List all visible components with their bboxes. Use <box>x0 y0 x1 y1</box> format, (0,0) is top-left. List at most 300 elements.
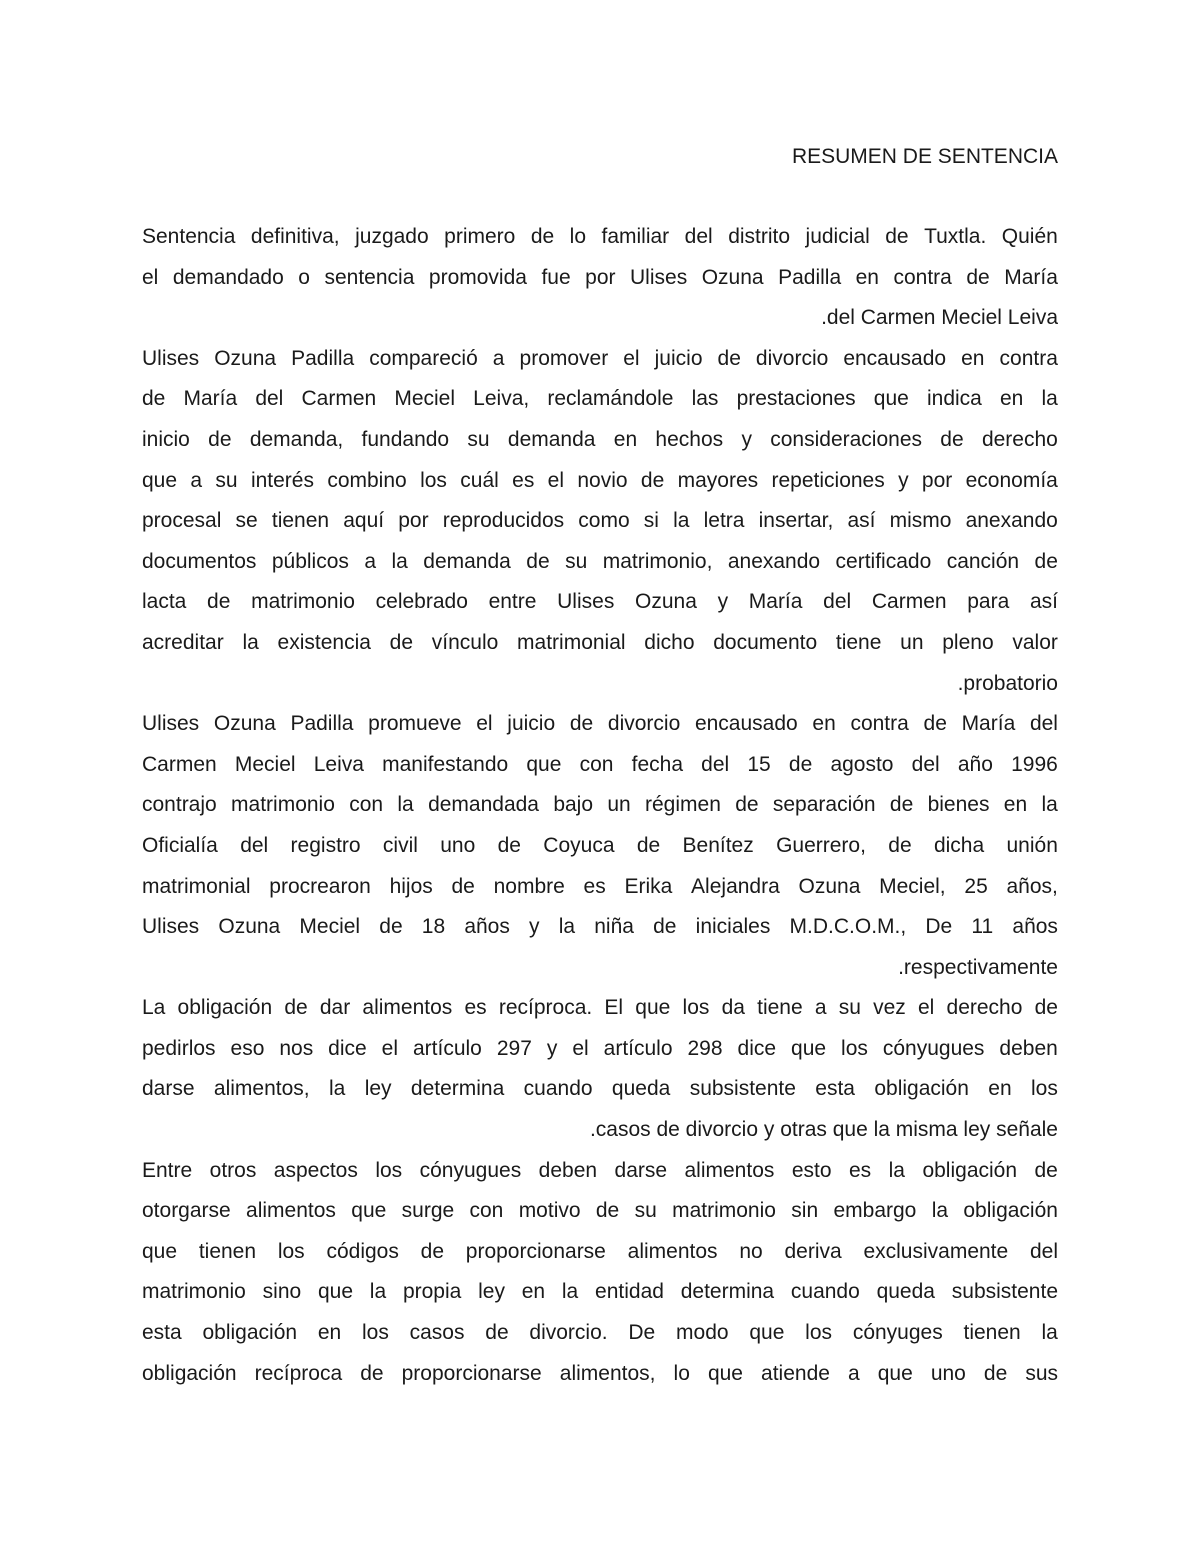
word: así <box>847 509 876 533</box>
word: indica <box>926 387 982 411</box>
word: Padilla <box>778 265 842 289</box>
word: Meciel <box>394 387 456 411</box>
word: canción <box>946 549 1020 573</box>
word: esta <box>815 1077 855 1101</box>
word: propia <box>402 1280 462 1304</box>
word: de <box>1034 549 1058 573</box>
word: registro <box>290 833 361 857</box>
word: años <box>1012 915 1058 939</box>
word: y <box>898 468 909 492</box>
word: su <box>215 468 238 492</box>
word: María <box>748 590 803 614</box>
word: Oficialía <box>142 833 218 857</box>
word: obligación <box>922 1158 1018 1182</box>
word: hechos <box>655 427 724 451</box>
word: alimentos, <box>559 1361 656 1385</box>
word: matrimonio <box>672 1199 776 1223</box>
word: tiene <box>757 996 803 1020</box>
word: que <box>635 996 671 1020</box>
word: de <box>966 265 990 289</box>
word: la <box>391 549 408 573</box>
word: María <box>183 387 238 411</box>
word: anexando <box>965 509 1058 533</box>
word: en <box>988 1077 1012 1101</box>
word: que <box>317 1280 354 1304</box>
word: que <box>707 1361 743 1385</box>
word: Alejandra <box>691 874 780 898</box>
text-line <box>142 1029 1058 1070</box>
word: de <box>1034 1158 1058 1182</box>
word: bienes <box>927 793 990 817</box>
word: entre <box>488 590 537 614</box>
word: juzgado <box>355 225 429 248</box>
word: darse <box>142 1077 195 1101</box>
word: separación <box>772 793 876 817</box>
word: de <box>653 915 677 939</box>
word: en <box>521 1280 546 1304</box>
word: dicho <box>644 630 695 654</box>
word: por <box>921 468 953 492</box>
word: juicio <box>654 346 703 370</box>
text-line <box>142 1191 1058 1232</box>
word: Ulises <box>142 346 200 370</box>
word: distrito <box>728 225 791 248</box>
text-line: .respectivamente <box>898 955 1058 979</box>
text-line <box>142 1313 1058 1354</box>
word: anexando <box>727 549 821 573</box>
word: cónyuges <box>852 1321 943 1345</box>
word: 297 <box>496 1036 532 1060</box>
document-body <box>142 217 1058 1394</box>
word: tienen <box>198 1239 257 1263</box>
word: los <box>361 1321 389 1345</box>
word: el <box>623 346 640 370</box>
word: alimentos <box>246 1199 336 1223</box>
word: La <box>142 996 166 1020</box>
word: de <box>284 996 308 1020</box>
text-line <box>142 379 1058 420</box>
word: con <box>469 1199 504 1223</box>
text-line <box>142 1354 1058 1395</box>
word: es <box>583 874 606 898</box>
word: hijos <box>389 874 433 898</box>
text-line: .del Carmen Meciel Leiva <box>821 306 1058 330</box>
word: unión <box>1006 833 1058 857</box>
word: que <box>142 1239 178 1263</box>
word: del <box>911 752 940 776</box>
word: de <box>451 874 475 898</box>
word: inicio <box>142 427 190 451</box>
word: El <box>604 996 624 1020</box>
word: artículo <box>603 1036 673 1060</box>
word: años, <box>1006 874 1058 898</box>
word: primero <box>444 225 516 248</box>
word: un <box>607 793 631 817</box>
word: nombre <box>493 874 565 898</box>
word: la <box>1041 387 1058 411</box>
word: otorgarse <box>142 1199 231 1223</box>
word: mayores <box>677 468 759 492</box>
word: lacta <box>142 590 187 614</box>
word: Benítez <box>682 833 754 857</box>
word: por <box>398 509 429 533</box>
word: 25 <box>964 874 988 898</box>
word: de <box>208 427 232 451</box>
word: María <box>1004 265 1058 289</box>
word: la <box>328 1077 346 1101</box>
word: de <box>379 915 403 939</box>
word: es <box>464 996 487 1020</box>
word: para <box>967 590 1010 614</box>
word: 298 <box>687 1036 723 1060</box>
word: repeticiones <box>771 468 885 492</box>
word: del <box>684 225 713 248</box>
text-line <box>142 501 1058 542</box>
word: que <box>749 1321 785 1345</box>
word: año <box>957 752 993 776</box>
word: procrearon <box>269 874 371 898</box>
word: de <box>885 225 909 248</box>
word: Ozuna <box>701 265 764 289</box>
word: determina <box>680 1280 775 1304</box>
word: aquí <box>343 509 385 533</box>
word: que <box>526 752 562 776</box>
word: que <box>351 1199 387 1223</box>
word: contrajo <box>142 793 217 817</box>
word: derecho <box>981 427 1058 451</box>
word: queda <box>876 1280 935 1304</box>
word: los <box>375 1158 403 1182</box>
word: lo <box>569 225 587 248</box>
word: procesal <box>142 509 222 533</box>
word: divorcio <box>607 712 681 736</box>
word: uno <box>930 1361 966 1385</box>
word: es <box>849 1158 872 1182</box>
word: de <box>497 833 521 857</box>
word: de <box>569 712 594 736</box>
word: atiende <box>761 1361 830 1385</box>
word: eso <box>230 1036 265 1060</box>
word: códigos <box>326 1239 399 1263</box>
word: de <box>640 468 665 492</box>
word: alimentos <box>684 1158 775 1182</box>
word: agosto <box>830 752 894 776</box>
word: consideraciones <box>770 427 922 451</box>
word: familiar <box>601 225 670 248</box>
word: novio <box>577 468 628 492</box>
word: interés <box>250 468 314 492</box>
word: 15 <box>747 752 771 776</box>
word: exclusivamente <box>863 1239 1009 1263</box>
word: artículo <box>413 1036 482 1060</box>
text-line <box>142 1151 1058 1192</box>
word: de <box>360 1361 384 1385</box>
word: Meciel, <box>879 874 946 898</box>
word: así <box>1029 590 1058 614</box>
word: del <box>1029 712 1058 736</box>
word: Erika <box>624 874 673 898</box>
word: los <box>420 468 447 492</box>
word: definitiva, <box>250 225 340 248</box>
word: de <box>889 793 914 817</box>
word: en <box>317 1321 342 1345</box>
word: o <box>298 265 310 289</box>
word: embargo <box>833 1199 917 1223</box>
word: demandada <box>428 793 539 817</box>
word: documento <box>713 630 818 654</box>
word: los <box>277 1239 305 1263</box>
word: de <box>207 590 231 614</box>
word: judicial <box>805 225 870 248</box>
word: cuando <box>790 1280 860 1304</box>
word: de <box>1034 996 1058 1020</box>
word: de <box>530 225 555 248</box>
word: matrimonial <box>517 630 626 654</box>
word: Ulises <box>142 712 200 736</box>
word: del <box>240 833 269 857</box>
word: prestaciones <box>736 387 856 411</box>
word: los <box>841 1036 868 1060</box>
word: se <box>235 509 258 533</box>
word: y <box>717 590 729 614</box>
word: los <box>1031 1077 1058 1101</box>
word: pleno <box>942 630 994 654</box>
word: proporcionarse <box>401 1361 542 1385</box>
word: economía <box>965 468 1058 492</box>
word: ley <box>364 1077 392 1101</box>
word: el <box>476 712 493 736</box>
word: públicos <box>271 549 349 573</box>
word: y <box>741 427 752 451</box>
word: manifestando <box>382 752 509 776</box>
word: años <box>464 915 510 939</box>
word: Entre <box>142 1158 193 1182</box>
word: la <box>888 1158 905 1182</box>
word: su <box>565 549 588 573</box>
word: de <box>717 346 741 370</box>
text-line <box>142 217 1058 258</box>
word: queda <box>611 1077 671 1101</box>
word: Leiva, <box>473 387 530 411</box>
word: de <box>983 1361 1008 1385</box>
word: con <box>349 793 384 817</box>
word: el <box>381 1036 399 1060</box>
word: es <box>512 468 535 492</box>
word: del <box>1029 1239 1058 1263</box>
word: Ozuna <box>218 915 281 939</box>
word: determina <box>410 1077 505 1101</box>
word: en <box>1000 387 1024 411</box>
word: Ozuna <box>214 346 277 370</box>
word: Ulises <box>557 590 615 614</box>
word: de <box>526 549 550 573</box>
word: sino <box>262 1280 302 1304</box>
word: combino <box>327 468 407 492</box>
word: deriva <box>784 1239 842 1263</box>
word: Ozuna <box>213 712 276 736</box>
word: a <box>847 1361 860 1385</box>
word: ley <box>478 1280 505 1304</box>
word: reclamándole <box>547 387 674 411</box>
word: si <box>643 509 659 533</box>
word: de <box>788 752 813 776</box>
word: como <box>578 509 630 533</box>
word: proporcionarse <box>465 1239 606 1263</box>
text-line <box>142 704 1058 745</box>
word: la <box>397 793 414 817</box>
word: tienen <box>271 509 330 533</box>
word: demanda <box>507 427 596 451</box>
word: alimentos <box>627 1239 718 1263</box>
text-line <box>142 258 1058 299</box>
word: la <box>931 1199 949 1223</box>
word: la <box>1041 793 1058 817</box>
word: obligación <box>202 1321 298 1345</box>
word: esta <box>142 1321 182 1345</box>
word: que <box>877 1361 913 1385</box>
word: Ozuna <box>635 590 697 614</box>
word: esto <box>791 1158 832 1182</box>
word: a <box>364 549 377 573</box>
word: matrimonial <box>142 874 251 898</box>
word: pedirlos <box>142 1036 216 1060</box>
word: aspectos <box>273 1158 358 1182</box>
word: sentencia <box>324 265 415 289</box>
word: celebrado <box>375 590 468 614</box>
word: Leiva <box>313 752 364 776</box>
word: que <box>873 387 909 411</box>
word: los <box>682 996 710 1020</box>
word: recíproca. <box>498 996 593 1020</box>
word: civil <box>382 833 418 857</box>
word: por <box>585 265 616 289</box>
word: valor <box>1012 630 1058 654</box>
word: encausado <box>843 346 947 370</box>
word: subsistente <box>951 1280 1058 1304</box>
word: obligación <box>874 1077 969 1101</box>
word: documentos <box>142 549 257 573</box>
word: fundando <box>361 427 450 451</box>
word: alimentos <box>362 996 453 1020</box>
text-line <box>142 907 1058 948</box>
word: promover <box>519 346 609 370</box>
word: María <box>961 712 1016 736</box>
word: Meciel <box>299 915 361 939</box>
word: De <box>925 915 953 939</box>
word: M.D.C.O.M., <box>789 915 907 939</box>
word: nos <box>279 1036 314 1060</box>
word: matrimonio <box>231 793 335 817</box>
word: en <box>961 346 985 370</box>
word: deben <box>538 1158 598 1182</box>
word: régimen <box>645 793 721 817</box>
word: encausado <box>694 712 798 736</box>
word: su <box>634 1199 657 1223</box>
word: Carmen <box>142 752 217 776</box>
word: Ozuna <box>798 874 861 898</box>
word: dice <box>328 1036 367 1060</box>
word: la <box>242 630 259 654</box>
word: y <box>546 1036 558 1060</box>
word: bajo <box>553 793 594 817</box>
word: sin <box>791 1199 819 1223</box>
word: del <box>823 590 852 614</box>
word: matrimonio <box>142 1280 246 1304</box>
word: Carmen <box>871 590 947 614</box>
word: un <box>900 630 924 654</box>
word: fecha <box>631 752 683 776</box>
word: divorcio. <box>529 1321 608 1345</box>
word: niña <box>594 915 634 939</box>
word: Padilla <box>291 346 355 370</box>
word: obligación <box>142 1361 237 1385</box>
word: la <box>369 1280 387 1304</box>
word: de <box>420 1239 444 1263</box>
text-line <box>142 1272 1058 1313</box>
word: acreditar <box>142 630 224 654</box>
word: deben <box>999 1036 1058 1060</box>
word: vez <box>873 996 906 1020</box>
word: dice <box>737 1036 777 1060</box>
word: con <box>579 752 614 776</box>
word: en <box>1003 793 1028 817</box>
word: motivo <box>518 1199 581 1223</box>
word: lo <box>673 1361 690 1385</box>
word: promovida <box>428 265 527 289</box>
word: derecho <box>946 996 1023 1020</box>
text-line <box>142 1069 1058 1110</box>
word: De <box>628 1321 656 1345</box>
word: da <box>721 996 745 1020</box>
word: modo <box>676 1321 729 1345</box>
word: vínculo <box>431 630 499 654</box>
word: cuál <box>460 468 499 492</box>
word: existencia <box>277 630 371 654</box>
word: otros <box>209 1158 257 1182</box>
word: el <box>142 265 159 289</box>
word: de <box>389 630 414 654</box>
text-line <box>142 988 1058 1029</box>
word: certificado <box>835 549 932 573</box>
word: la <box>558 915 576 939</box>
word: y <box>529 915 540 939</box>
text-line <box>142 826 1058 867</box>
text-line <box>142 542 1058 583</box>
word: obligación <box>963 1199 1058 1223</box>
word: no <box>739 1239 763 1263</box>
text-line <box>142 623 1058 664</box>
word: la <box>1041 1321 1058 1345</box>
word: promueve <box>368 712 462 736</box>
word: los <box>805 1321 833 1345</box>
word: el <box>572 1036 589 1060</box>
word: demanda <box>423 549 511 573</box>
word: Padilla <box>290 712 354 736</box>
word: de <box>595 1199 620 1223</box>
word: Ulises <box>142 915 200 939</box>
word: mismo <box>889 509 952 533</box>
text-line <box>142 785 1058 826</box>
word: del <box>701 752 730 776</box>
word: Carmen <box>301 387 377 411</box>
document-title: RESUMEN DE SENTENCIA <box>791 145 1058 168</box>
word: en <box>812 712 836 736</box>
word: Meciel <box>234 752 296 776</box>
word: de <box>142 387 166 411</box>
word: compareció <box>369 346 478 370</box>
word: demandado <box>172 265 284 289</box>
word: de <box>485 1321 509 1345</box>
